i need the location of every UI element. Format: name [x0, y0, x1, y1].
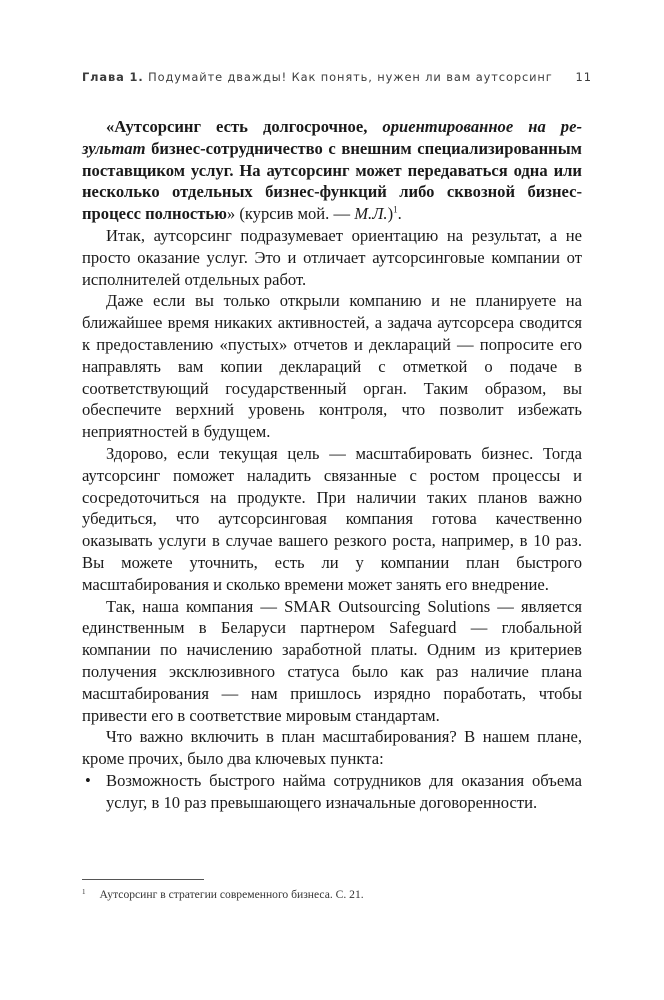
list-item-text: Возможность быстрого найма сотрудников для оказания объема услуг, в 10 раз превышающего изначальные договоренности.: [106, 770, 582, 812]
quote-part-1: «Аутсорсинг есть долгосрочное,: [106, 117, 383, 136]
paragraph: Здорово, если текущая цель — масштабировать бизнес. Тогда аутсорсинг поможет наладить связанные с ростом процессы и сосредоточиться на продукте. При наличии таких планов важно убедиться, что аутсорсинговая компания готова качественно оказывать услуги в случае вашего резкого роста, например, в 10 раз. Вы можете уточнить, есть ли у компании план быстрого масштабирования и сколько времени может занять его внедрение.: [82, 443, 582, 594]
page-number: 11: [575, 70, 592, 84]
bullet-list: [82, 770, 582, 814]
paragraph: Даже если вы только открыли компанию и не планируете на ближайшее время никаких активностей, а задача аутсорсера сводится к предоставлению «пустых» отчетов и деклараций — попросите его направлять вам копии деклараций с отметкой о подаче в соответствующий государственный орган. Таким образом, вы обеспечите верхний уровень контроля, что позволит избежать неприятностей в будущем.: [82, 291, 582, 442]
paragraph: Что важно включить в план масштабирования? В нашем плане, кроме прочих, было два ключевых пункта:: [82, 727, 582, 769]
footnote-text: Аутсорсинг в стратегии современного бизнеса. С. 21.: [99, 888, 364, 901]
footnote-marker: 1: [82, 888, 86, 896]
page-body: [82, 116, 582, 814]
chapter-label: Глава 1.: [82, 70, 144, 84]
running-header: [82, 70, 592, 90]
quote-part-3: бизнес-сотрудничество с внешним специализированным поставщиком услуг. На аутсорсинг может передаваться одна или несколько отдельных бизнес-функций либо сквозной бизнес-процесс полностью: [82, 138, 582, 224]
paragraph: Итак, аутсорсинг подразумевает ориентацию на результат, а не просто оказание услуг. Это и отличает аутсорсинговые компании от исполнителей отдельных работ.: [82, 225, 582, 289]
bullet-marker: •: [85, 770, 91, 790]
quote-author: М.Л.: [354, 204, 388, 224]
quote-part-4: » (курсив мой. —: [226, 204, 355, 224]
quote-italic: ориентированное на результат: [82, 117, 582, 158]
footnote-reference: 1: [393, 204, 398, 215]
footnote: [82, 888, 582, 901]
quote-part-6: .: [397, 204, 402, 224]
footnote-divider: [82, 879, 204, 880]
list-item: [82, 770, 582, 814]
definition-quote: [82, 116, 582, 225]
chapter-title: Подумайте дважды! Как понять, нужен ли вам аутсорсинг: [148, 70, 553, 84]
paragraph: Так, наша компания — SMAR Outsourcing Solutions — является единственным в Беларуси партнером Safeguard — глобальной компании по начислению заработной платы. Одним из критериев получения эксклюзивного статуса было как раз наличие плана масштабирования — нам пришлось изрядно поработать, чтобы привести его в соответствие мировым стандартам.: [82, 596, 582, 725]
quote-part-5: ): [387, 204, 394, 224]
